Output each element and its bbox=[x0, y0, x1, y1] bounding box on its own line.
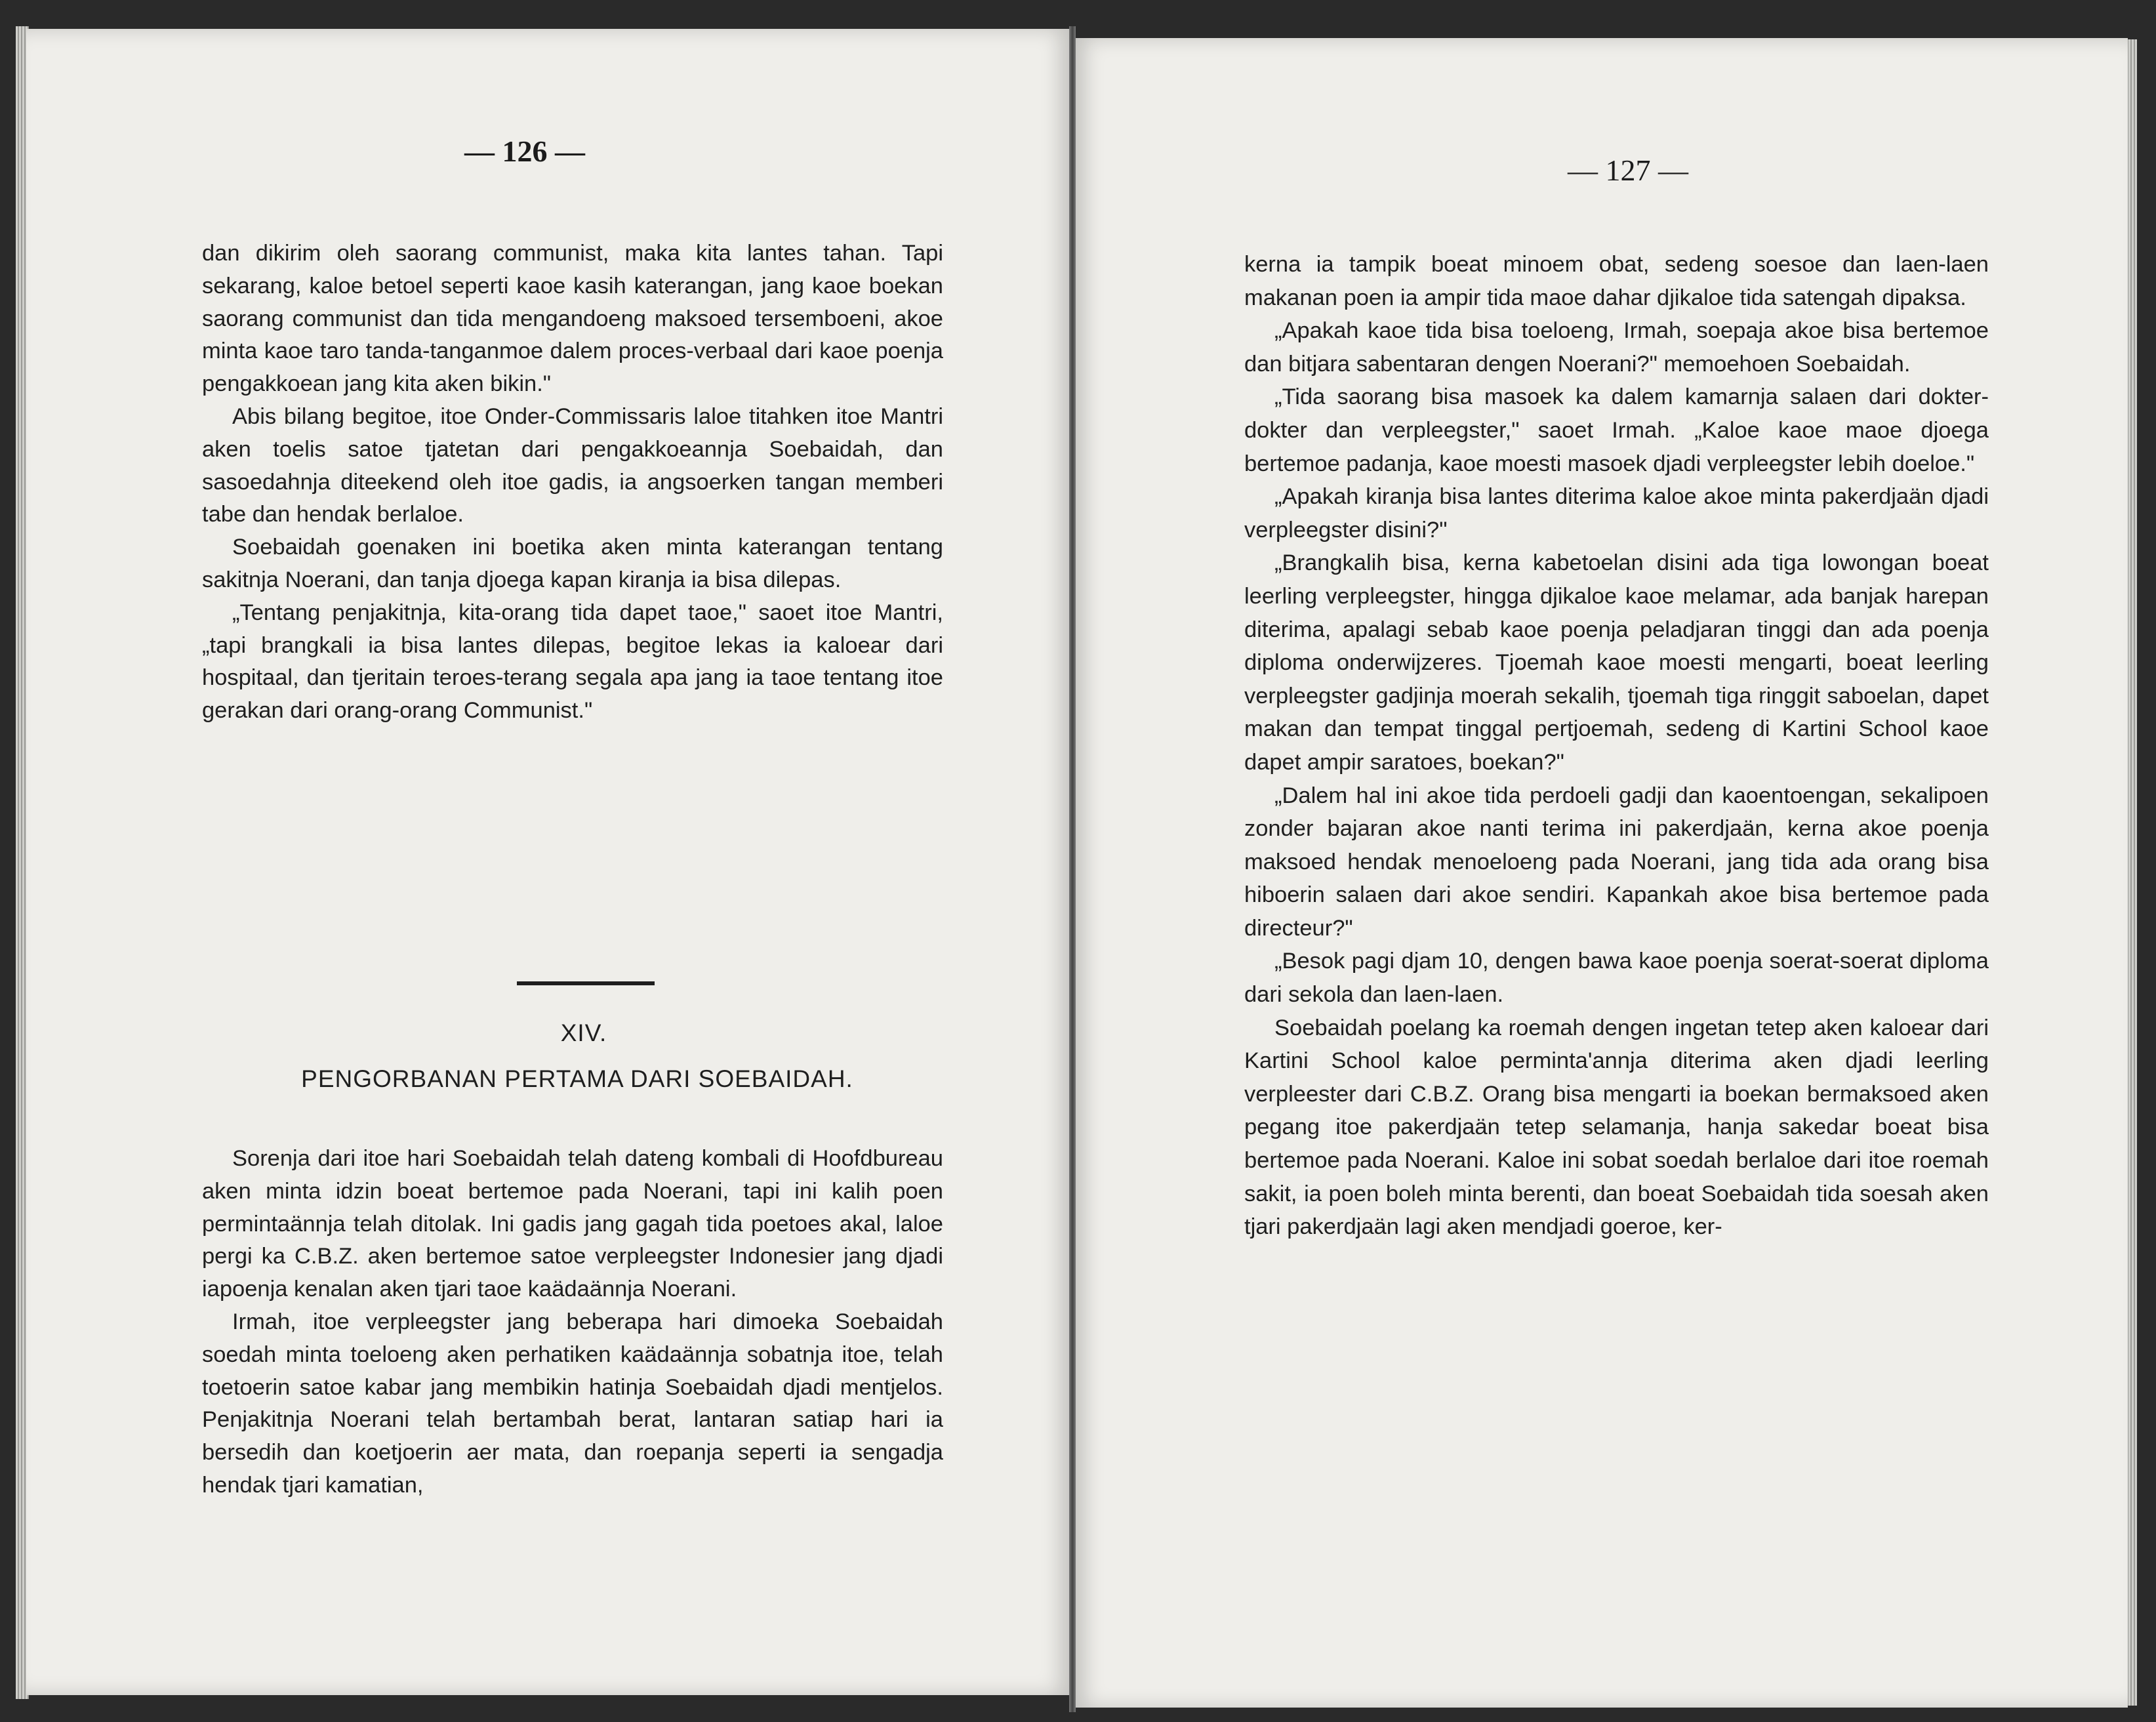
paragraph: Irmah, itoe verpleegster jang beberapa hari dimoeka Soebaidah soedah minta toeloeng aken perhatiken kaädaännja sobatnja itoe, telah toetoerin satoe kabar jang membikin hatinja Soebaidah djadi mentjelos. Penjakitnja Noerani telah bertambah berat, lantaran satiap hari ia bersedih dan koetjoerin aer mata, dan roepanja seperti ia sengadja hendak tjari kamatian, bbox=[202, 1309, 943, 1498]
book-gutter bbox=[1069, 26, 1076, 1712]
page-number: — 126 — bbox=[464, 134, 585, 168]
paragraph: „Apakah kiranja bisa lantes diterima kaloe akoe minta pakerdjaän djadi verpleegster disini?" bbox=[1244, 484, 1989, 543]
paragraph: „Tida saorang bisa masoek ka dalem kamarnja salaen dari dokter-dokter dan verpleegster," saoet Irmah. „Kaloe kaoe maoe djoega bertemoe padanja, kaoe moesti masoek djadi verpleegster lebih doeloe." bbox=[1244, 384, 1989, 476]
paragraph: Abis bilang begitoe, itoe Onder-Commissaris laloe titahken itoe Mantri aken toelis satoe tjatetan dari pengakkoeannja Soebaidah, dan sasoedahnja diteekend oleh itoe gadis, ia angsoerken tangan memberi tabe dan hendak berlaloe. bbox=[202, 403, 943, 527]
paragraph: „Brangkalih bisa, kerna kabetoelan disini ada tiga lowongan boeat leerling verpleegster, hingga djikaloe kaoe melamar, ada banjak harepan diterima, apalagi sebab kaoe poenja peladjaran tinggi dan ada poenja diploma onderwijzeres. Tjoemah kaoe moesti mengarti, boeat leerling verpleegster gadjinja moerah sekalih, tjoemah tiga ringgit saboelan, dapet makan dan tempat tinggal pertjoemah, sedeng di Kartini School kaoe dapet ampir saratoes, boekan?" bbox=[1244, 550, 1989, 775]
paragraph: „Dalem hal ini akoe tida perdoeli gadji dan kaoentoengan, sekalipoen zonder bajaran akoe nanti terima ini pakerdjaän, kerna akoe poenja maksoed hendak menoeloeng pada Noerani, jang tida ada orang bisa hiboerin salaen dari akoe sendiri. Kapankah akoe bisa bertemoe pada directeur?" bbox=[1244, 783, 1989, 941]
chapter-title: PENGORBANAN PERTAMA DARI SOEBAIDAH. bbox=[301, 1065, 853, 1092]
page-number: — 127 — bbox=[1568, 154, 1688, 187]
paragraph: Sorenja dari itoe hari Soebaidah telah dateng kombali di Hoofdbureau aken minta idzin boeat bertemoe pada Noerani, tapi ini kalih poen permintaännja telah ditolak. Ini gadis jang gagah tida poetoes akal, laloe pergi ka C.B.Z. aken bertemoe satoe verpleegster Indonesier jang djadi iapoenja kenalan aken tjari taoe kaädaännja Noerani. bbox=[202, 1146, 943, 1302]
left-page bbox=[26, 29, 1074, 1695]
chapter-number: XIV. bbox=[560, 1019, 607, 1046]
paragraph: „Tentang penjakitnja, kita-orang tida dapet taoe," saoet itoe Mantri, „tapi brangkali ia bisa lantes dilepas, begitoe lekas ia kaloear dari hospitaal, dan tjeritain teroes-terang segala apa jang ia taoe tentang itoe gerakan dari orang-orang Communist." bbox=[202, 600, 943, 724]
paragraph: „Apakah kaoe tida bisa toeloeng, Irmah, soepaja akoe bisa bertemoe dan bitjara sabentaran dengen Noerani?" memoehoen Soebaidah. bbox=[1244, 318, 1989, 377]
section-divider bbox=[517, 981, 655, 985]
right-page bbox=[1070, 38, 2128, 1708]
paragraph: Soebaidah goenaken ini boetika aken minta katerangan tentang sakitnja Noerani, dan tanja djoega kapan kiranja ia bisa dilepas. bbox=[202, 535, 943, 592]
paragraph: „Besok pagi djam 10, dengen bawa kaoe poenja soerat-soerat diploma dari sekola dan laen-laen. bbox=[1244, 949, 1989, 1008]
paragraph: Soebaidah poelang ka roemah dengen ingetan tetep aken kaloear dari Kartini School kaloe perminta'annja diterima aken djadi leerling verpleester dari C.B.Z. Orang bisa mengarti ia boekan bermaksoed aken pegang itoe pakerdjaän tetep selamanja, hanja sakedar boeat bisa bertemoe pada Noerani. Kaloe ini sobat soedah berlaloe dari itoe roemah sakit, ia poen boleh minta berenti, dan boeat Soebaidah tida soesah aken tjari pakerdjaän lagi aken mendjadi goeroe, ker- bbox=[1244, 1015, 1989, 1240]
text-block-bottom bbox=[202, 1143, 943, 1502]
text-block bbox=[1244, 248, 1989, 1244]
paragraph: dan dikirim oleh saorang communist, maka kita lantes tahan. Tapi sekarang, kaloe betoel seperti kaoe kasih katerangan, jang kaoe boekan saorang communist dan tida mengandoeng maksoed tersemboeni, akoe minta kaoe taro tanda-tanganmoe dalem proces-verbaal dari kaoe poenja pengakkoean jang kita aken bikin." bbox=[202, 241, 943, 397]
paragraph: kerna ia tampik boeat minoem obat, sedeng soesoe dan laen-laen makanan poen ia ampir tida maoe dahar djikaloe tida satengah dipaksa. bbox=[1244, 252, 1989, 310]
text-block-top bbox=[202, 237, 943, 728]
